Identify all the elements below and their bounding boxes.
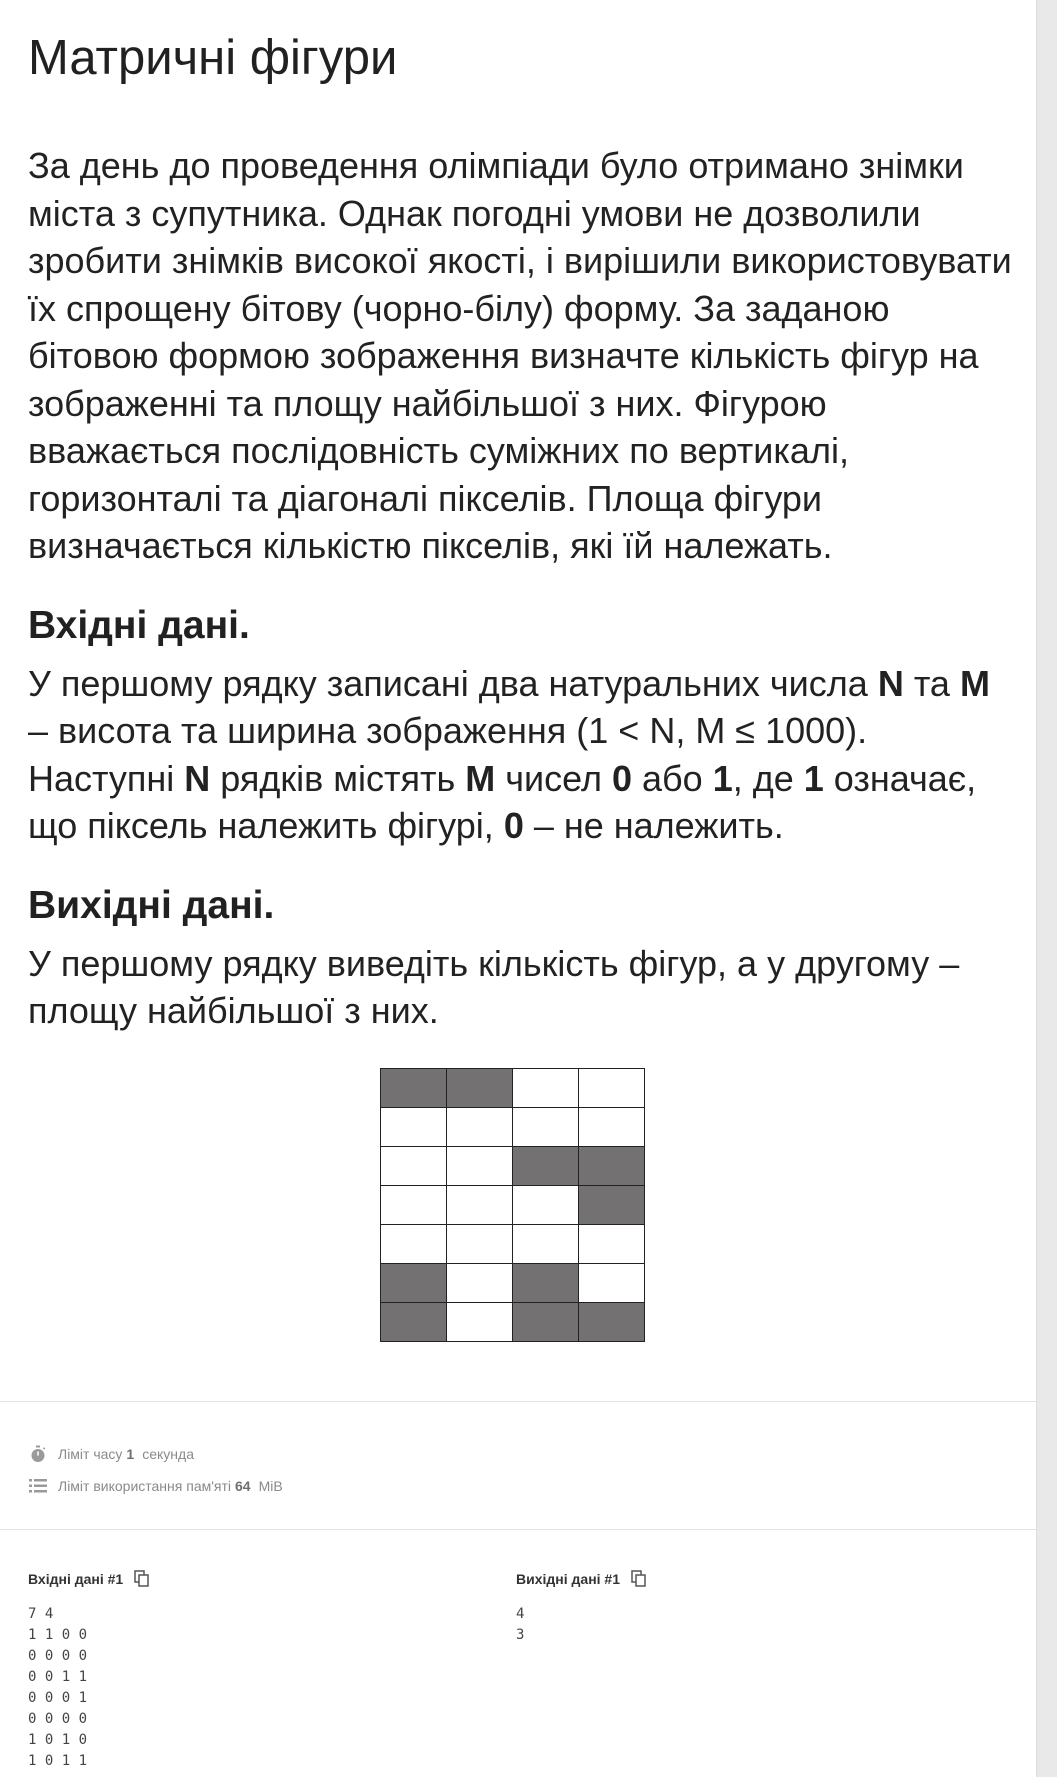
memory-limit-label: Ліміт використання пам'яті (58, 1478, 232, 1494)
sample-output-header (516, 1568, 648, 1590)
bitmap-grid (380, 1068, 645, 1342)
input-text-part: – висота та ширина зображення (1 < N, M ≤ 1000). Наступні (28, 710, 868, 799)
empty-pixel (513, 1225, 579, 1264)
filled-pixel (381, 1069, 447, 1108)
input-text-bold: N (877, 662, 904, 704)
memory-limit-unit: MiB (258, 1478, 283, 1494)
empty-pixel (513, 1186, 579, 1225)
empty-pixel (513, 1108, 579, 1147)
sample-input-content[interactable]: 7 4 1 1 0 0 0 0 0 0 0 0 1 1 0 0 0 1 0 0 0 0 1 0 1 0 1 0 1 1 (28, 1606, 88, 1769)
empty-pixel (579, 1069, 645, 1108)
filled-pixel (513, 1303, 579, 1342)
time-limit-value: 1 (126, 1446, 135, 1462)
empty-pixel (447, 1186, 513, 1225)
limits-block (28, 1438, 287, 1502)
input-section-title: Вхідні дані. (28, 603, 250, 647)
empty-pixel (447, 1264, 513, 1303)
empty-pixel (579, 1225, 645, 1264)
output-section-text: У першому рядку виведіть кількість фігур, а у другому – площу найбільшої з них. (28, 942, 960, 1031)
problem-statement (28, 26, 1013, 1035)
input-text-part: У першому рядку записані два натуральних числа (28, 662, 878, 704)
memory-limit (28, 1470, 287, 1502)
input-text-bold: M (465, 757, 496, 799)
divider (0, 1529, 1036, 1530)
empty-pixel (447, 1147, 513, 1186)
empty-pixel (513, 1069, 579, 1108)
sample-input-header (28, 1568, 151, 1590)
empty-pixel (447, 1225, 513, 1264)
input-text-part: чисел (495, 757, 612, 799)
time-limit (28, 1438, 287, 1470)
sample-input-title: Вхідні дані #1 (28, 1571, 124, 1587)
copy-icon[interactable] (133, 1569, 151, 1589)
input-section-text (28, 660, 1013, 850)
sample-output-title: Вихідні дані #1 (516, 1571, 620, 1587)
memory-limit-text (58, 1478, 287, 1494)
empty-pixel (381, 1147, 447, 1186)
input-text-part: означає, що піксель належить фігурі, (28, 757, 977, 846)
input-text-bold: M (959, 662, 990, 704)
input-text-part: рядків містять (210, 757, 466, 799)
input-text-part: – не належить. (523, 805, 784, 846)
output-section-title: Вихідні дані. (28, 883, 275, 927)
input-text-bold: 0 (503, 805, 524, 846)
empty-pixel (381, 1225, 447, 1264)
stopwatch-icon (28, 1444, 48, 1464)
memory-limit-value: 64 (235, 1478, 251, 1494)
divider (0, 1401, 1036, 1402)
input-text-bold: N (184, 757, 211, 799)
empty-pixel (579, 1264, 645, 1303)
time-limit-unit: секунда (142, 1446, 194, 1462)
input-text-part: та (903, 662, 960, 704)
input-text-bold: 1 (803, 757, 824, 799)
copy-icon[interactable] (630, 1569, 648, 1589)
time-limit-label: Ліміт часу (58, 1446, 123, 1462)
bitmap-figure (380, 1068, 645, 1342)
input-text-bold: 0 (611, 757, 633, 799)
filled-pixel (381, 1303, 447, 1342)
empty-pixel (447, 1108, 513, 1147)
filled-pixel (579, 1147, 645, 1186)
filled-pixel (579, 1186, 645, 1225)
input-text-part: , де (732, 757, 804, 799)
input-text-part: або (632, 757, 713, 799)
filled-pixel (513, 1264, 579, 1303)
empty-pixel (381, 1186, 447, 1225)
sample-output (516, 1568, 648, 1646)
filled-pixel (579, 1303, 645, 1342)
problem-legend: За день до проведення олімпіади було отримано знімки міста з супутника. Однак погодні умови не дозволили зробити знімків високої якості, і вирішили використовувати їх спрощену бітову (чорно-білу) форму. За заданою бітовою формою зображення визначте кількість фігур на зображенні та площу найбільшої з них. Фігурою вважається послідовність суміжних по вертикалі, горизонталі та діагоналі пікселів. Площа фігури визначається кількістю пікселів, які їй належать. (28, 145, 1012, 566)
empty-pixel (447, 1303, 513, 1342)
empty-pixel (579, 1108, 645, 1147)
sample-output-content[interactable]: 4 3 (516, 1606, 525, 1643)
time-limit-text (58, 1446, 198, 1462)
filled-pixel (513, 1147, 579, 1186)
problem-title: Матричні фігури (28, 31, 398, 85)
list-icon (28, 1476, 48, 1496)
input-text-bold: 1 (712, 757, 733, 799)
filled-pixel (447, 1069, 513, 1108)
sample-input (28, 1568, 151, 1772)
empty-pixel (381, 1108, 447, 1147)
filled-pixel (381, 1264, 447, 1303)
